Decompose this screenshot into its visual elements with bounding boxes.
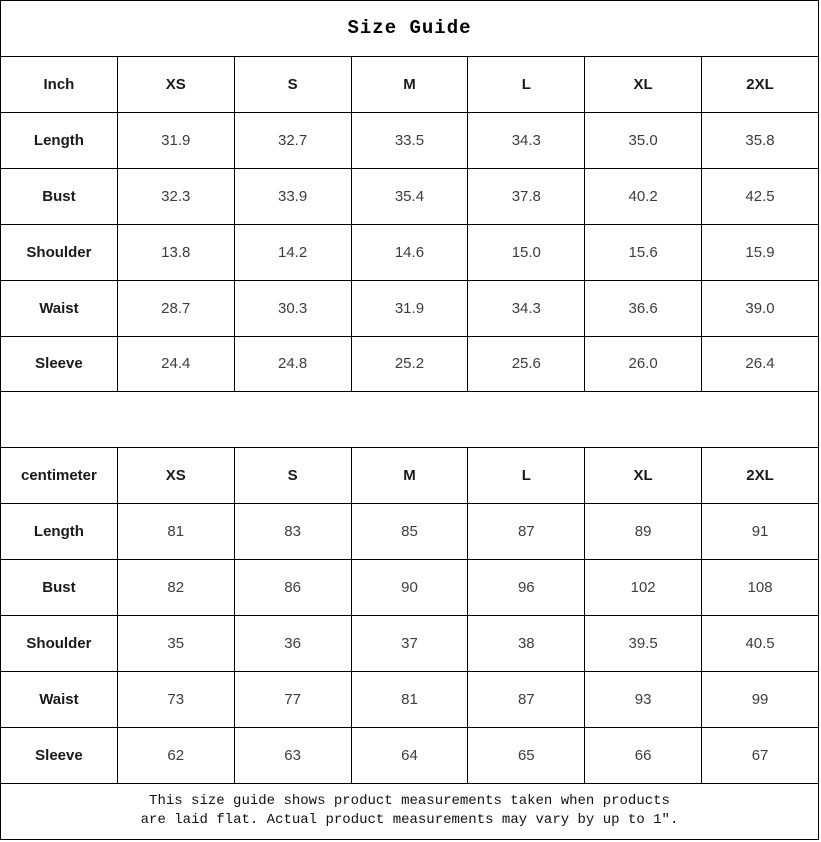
table-cell: 67 bbox=[702, 727, 819, 783]
table-cell: 86 bbox=[234, 560, 351, 616]
table-cell: 81 bbox=[351, 672, 468, 728]
table-cell: 36 bbox=[234, 616, 351, 672]
table-cell: 14.2 bbox=[234, 224, 351, 280]
row-label-length: Length bbox=[1, 504, 118, 560]
table-cell: 65 bbox=[468, 727, 585, 783]
table-cell: 89 bbox=[585, 504, 702, 560]
table-cell: 40.2 bbox=[585, 168, 702, 224]
inch-header-row bbox=[1, 56, 819, 112]
row-label-shoulder: Shoulder bbox=[1, 224, 118, 280]
size-col-s: S bbox=[234, 448, 351, 504]
table-cell: 39.5 bbox=[585, 616, 702, 672]
table-cell: 33.9 bbox=[234, 168, 351, 224]
table-cell: 13.8 bbox=[117, 224, 234, 280]
size-col-xl: XL bbox=[585, 56, 702, 112]
row-label-waist: Waist bbox=[1, 280, 118, 336]
table-row-bust-inch bbox=[1, 168, 819, 224]
unit-header-inch: Inch bbox=[1, 56, 118, 112]
size-col-m: M bbox=[351, 56, 468, 112]
table-cell: 39.0 bbox=[702, 280, 819, 336]
table-row-bust-cm bbox=[1, 560, 819, 616]
size-col-m: M bbox=[351, 448, 468, 504]
table-cell: 34.3 bbox=[468, 280, 585, 336]
row-label-bust: Bust bbox=[1, 560, 118, 616]
table-cell: 91 bbox=[702, 504, 819, 560]
table-cell: 32.3 bbox=[117, 168, 234, 224]
row-label-waist: Waist bbox=[1, 672, 118, 728]
table-row-waist-inch bbox=[1, 280, 819, 336]
table-cell: 25.6 bbox=[468, 336, 585, 392]
table-cell: 90 bbox=[351, 560, 468, 616]
title-row bbox=[1, 1, 819, 57]
size-col-l: L bbox=[468, 448, 585, 504]
table-cell: 34.3 bbox=[468, 112, 585, 168]
table-cell: 87 bbox=[468, 672, 585, 728]
table-cell: 38 bbox=[468, 616, 585, 672]
table-row-waist-cm bbox=[1, 672, 819, 728]
size-col-s: S bbox=[234, 56, 351, 112]
table-cell: 37 bbox=[351, 616, 468, 672]
table-cell: 87 bbox=[468, 504, 585, 560]
table-cell: 37.8 bbox=[468, 168, 585, 224]
table-cell: 35 bbox=[117, 616, 234, 672]
table-row-sleeve-cm bbox=[1, 727, 819, 783]
table-cell: 24.4 bbox=[117, 336, 234, 392]
table-cell: 33.5 bbox=[351, 112, 468, 168]
table-cell: 42.5 bbox=[702, 168, 819, 224]
table-row-length-cm bbox=[1, 504, 819, 560]
table-cell: 31.9 bbox=[351, 280, 468, 336]
table-cell: 26.4 bbox=[702, 336, 819, 392]
row-label-sleeve: Sleeve bbox=[1, 727, 118, 783]
table-cell: 14.6 bbox=[351, 224, 468, 280]
table-cell: 32.7 bbox=[234, 112, 351, 168]
spacer-cell bbox=[1, 392, 819, 448]
cm-header-row bbox=[1, 448, 819, 504]
table-cell: 15.9 bbox=[702, 224, 819, 280]
table-row-shoulder-inch bbox=[1, 224, 819, 280]
table-cell: 96 bbox=[468, 560, 585, 616]
table-cell: 99 bbox=[702, 672, 819, 728]
size-col-2xl: 2XL bbox=[702, 448, 819, 504]
table-cell: 64 bbox=[351, 727, 468, 783]
row-label-shoulder: Shoulder bbox=[1, 616, 118, 672]
table-cell: 28.7 bbox=[117, 280, 234, 336]
table-cell: 35.8 bbox=[702, 112, 819, 168]
footer-note bbox=[1, 783, 819, 839]
table-cell: 108 bbox=[702, 560, 819, 616]
table-cell: 73 bbox=[117, 672, 234, 728]
row-label-length: Length bbox=[1, 112, 118, 168]
footer-note-line1: This size guide shows product measurements taken when products bbox=[149, 793, 670, 810]
footer-row bbox=[1, 783, 819, 839]
table-row-shoulder-cm bbox=[1, 616, 819, 672]
table-cell: 35.0 bbox=[585, 112, 702, 168]
table-cell: 24.8 bbox=[234, 336, 351, 392]
table-cell: 15.6 bbox=[585, 224, 702, 280]
table-cell: 35.4 bbox=[351, 168, 468, 224]
table-cell: 85 bbox=[351, 504, 468, 560]
table-cell: 30.3 bbox=[234, 280, 351, 336]
table-cell: 15.0 bbox=[468, 224, 585, 280]
page-title: Size Guide bbox=[1, 1, 819, 57]
table-row-sleeve-inch bbox=[1, 336, 819, 392]
table-cell: 77 bbox=[234, 672, 351, 728]
spacer-row bbox=[1, 392, 819, 448]
unit-header-centimeter: centimeter bbox=[1, 448, 118, 504]
footer-note-line2: are laid flat. Actual product measurements may vary by up to 1″. bbox=[140, 812, 679, 829]
row-label-sleeve: Sleeve bbox=[1, 336, 118, 392]
table-cell: 63 bbox=[234, 727, 351, 783]
table-cell: 62 bbox=[117, 727, 234, 783]
size-col-xs: XS bbox=[117, 448, 234, 504]
table-cell: 66 bbox=[585, 727, 702, 783]
table-cell: 93 bbox=[585, 672, 702, 728]
table-cell: 26.0 bbox=[585, 336, 702, 392]
row-label-bust: Bust bbox=[1, 168, 118, 224]
size-col-2xl: 2XL bbox=[702, 56, 819, 112]
table-cell: 40.5 bbox=[702, 616, 819, 672]
size-col-xl: XL bbox=[585, 448, 702, 504]
size-col-l: L bbox=[468, 56, 585, 112]
table-cell: 102 bbox=[585, 560, 702, 616]
table-cell: 31.9 bbox=[117, 112, 234, 168]
table-cell: 81 bbox=[117, 504, 234, 560]
table-row-length-inch bbox=[1, 112, 819, 168]
size-col-xs: XS bbox=[117, 56, 234, 112]
table-cell: 83 bbox=[234, 504, 351, 560]
table-cell: 82 bbox=[117, 560, 234, 616]
table-cell: 25.2 bbox=[351, 336, 468, 392]
table-cell: 36.6 bbox=[585, 280, 702, 336]
